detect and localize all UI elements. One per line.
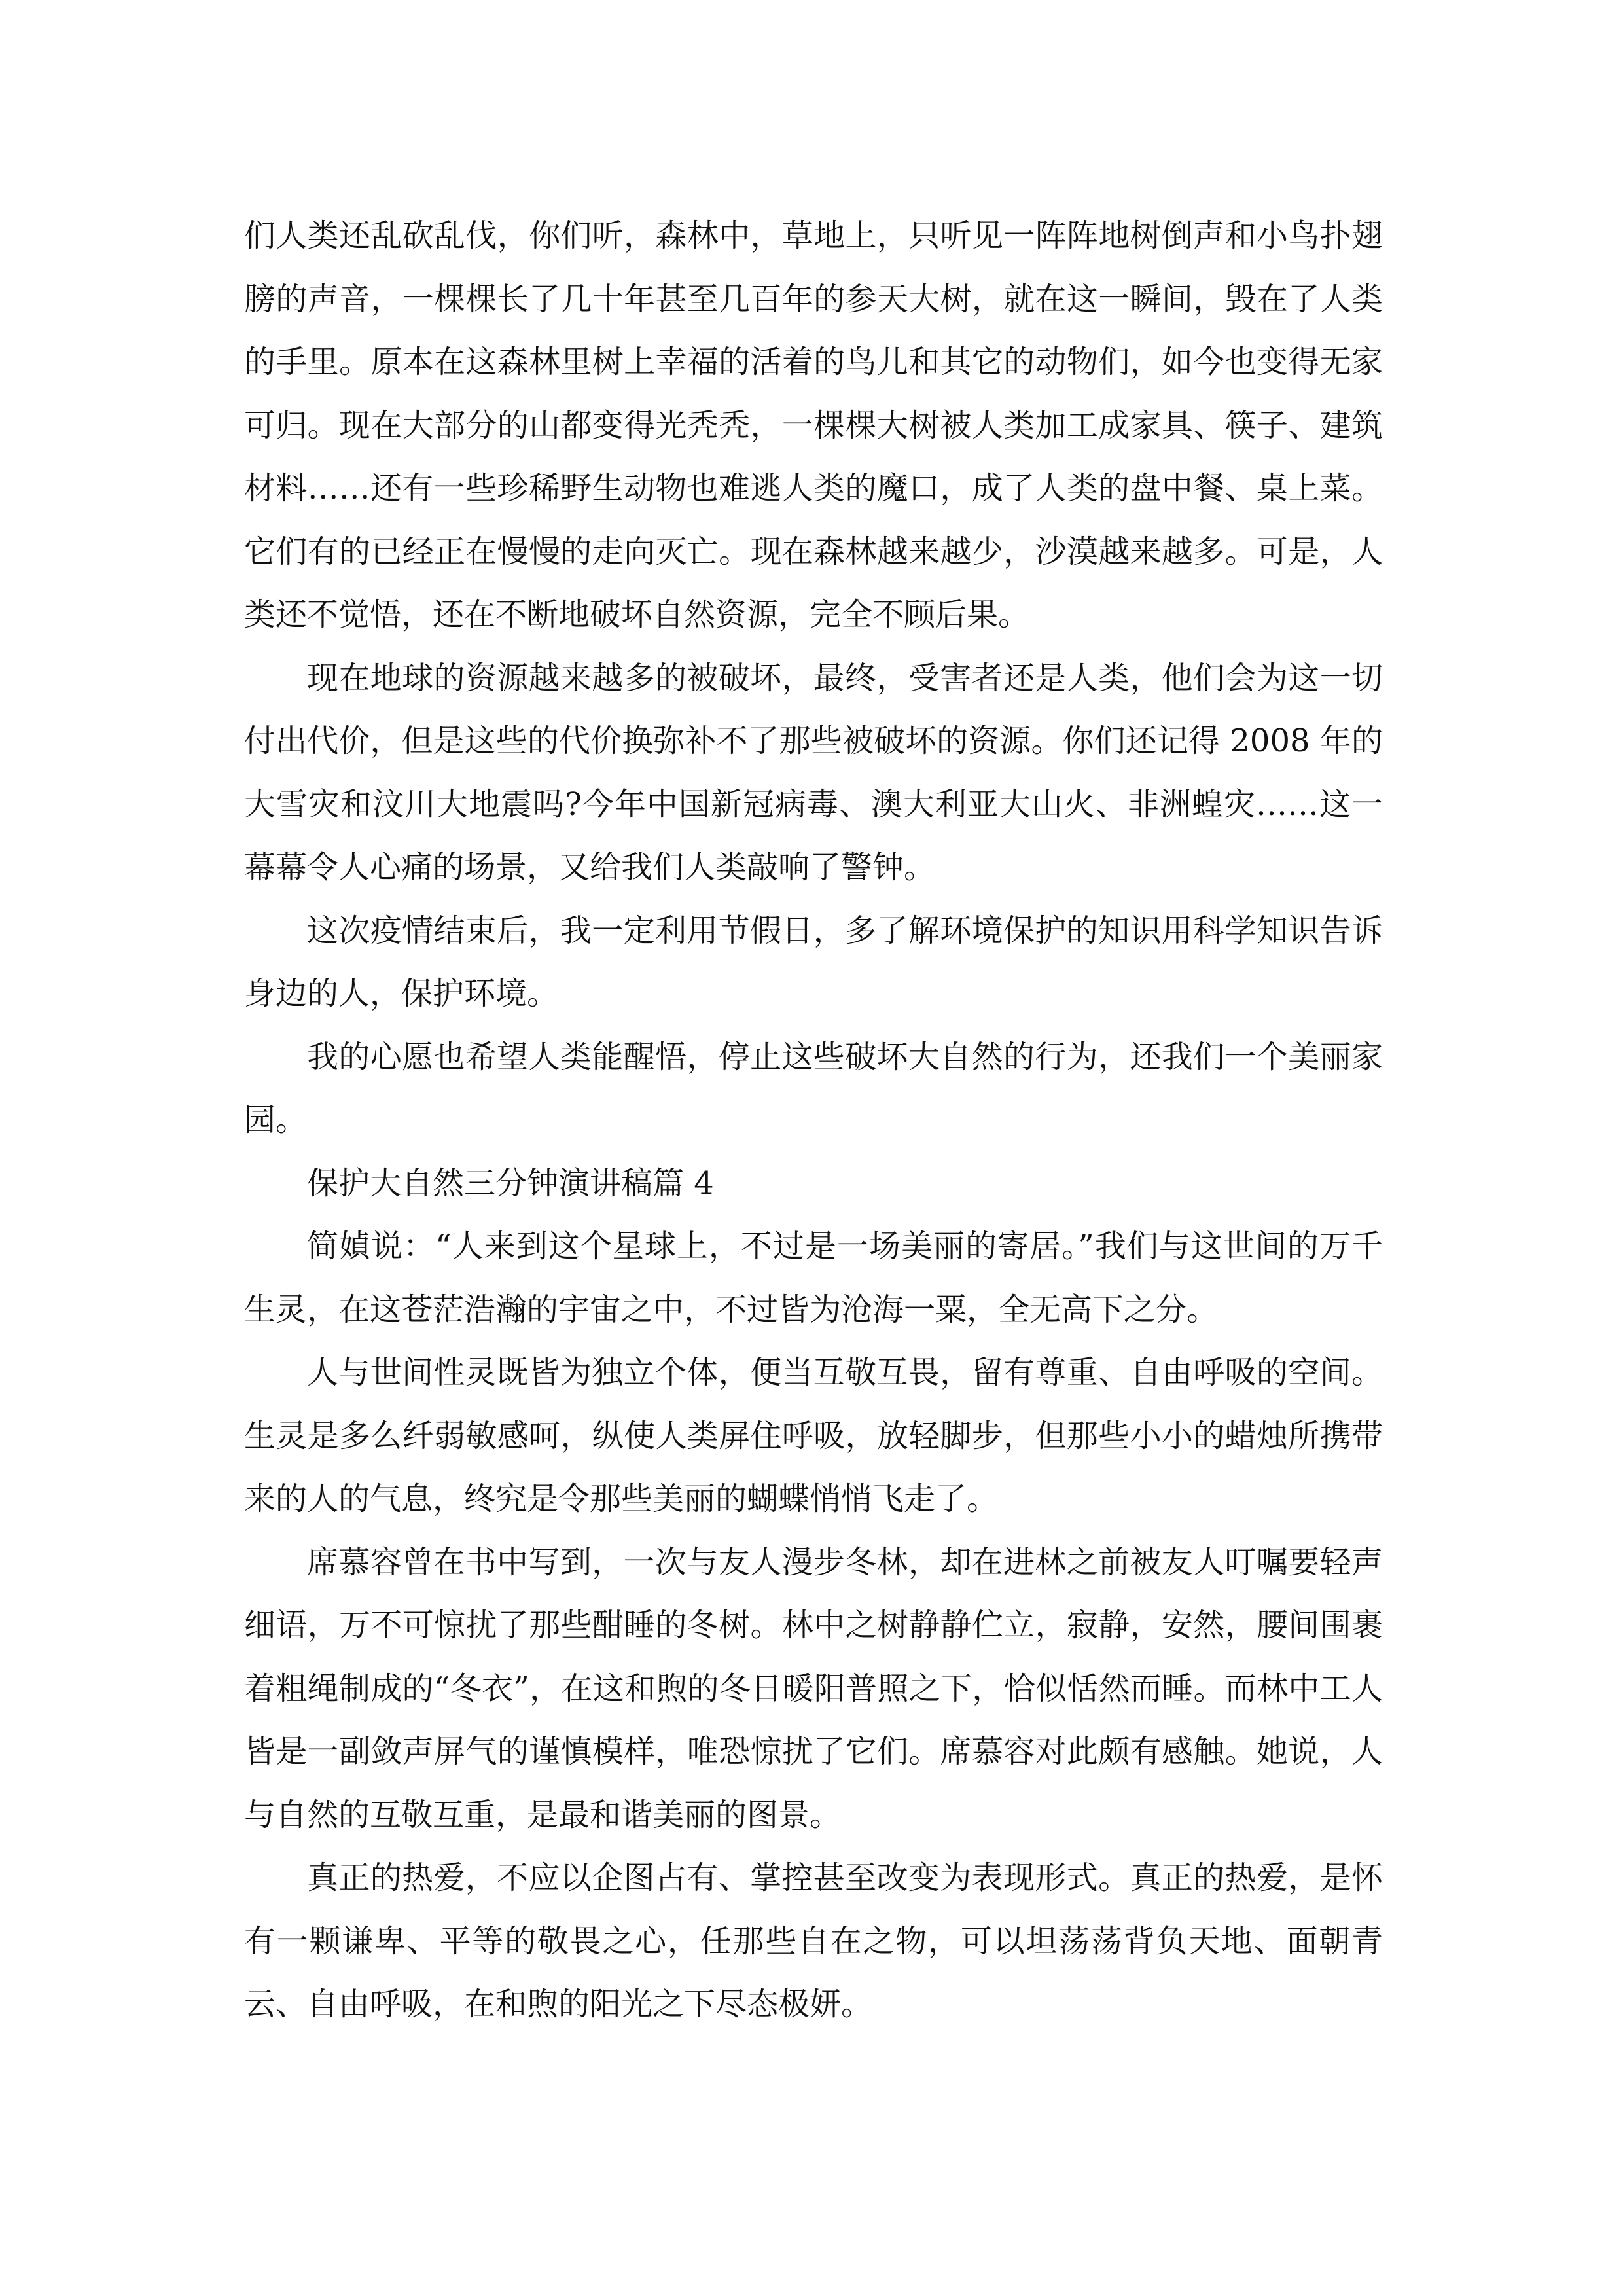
section-heading: 保护大自然三分钟演讲稿篇 4 [307,1164,714,1202]
paragraph: 席慕容曾在书中写到，一次与友人漫步冬林，却在进林之前被友人叮嘱要轻声细语，万不可惊扰了那些酣睡的冬树。林中之树静静伫立，寂静，安然，腰间围裹着粗绳制成的“冬衣”，在这和煦的冬日暖阳普照之下，恰似恬然而睡。而林中工人皆是一副敛声屏气的谨慎模样，唯恐惊扰了它们。席慕容对此颇有感触。她说，人与自然的互敬互重，是最和谐美丽的图景。 [244,1543,1383,1833]
paragraph: 我的心愿也希望人类能醒悟，停止这些破坏大自然的行为，还我们一个美丽家园。 [244,1038,1383,1138]
paragraph: 这次疫情结束后，我一定利用节假日，多了解环境保护的知识用科学知识告诉身边的人，保护环境。 [244,912,1383,1012]
paragraph: 简媜说：“人来到这个星球上，不过是一场美丽的寄居。”我们与这世间的万千生灵，在这苍茫浩瀚的宇宙之中，不过皆为沧海一粟，全无高下之分。 [244,1228,1383,1328]
paragraph-continuation: 们人类还乱砍乱伐，你们听，森林中，草地上，只听见一阵阵地树倒声和小鸟扑翅膀的声音，一棵棵长了几十年甚至几百年的参天大树，就在这一瞬间，毁在了人类的手里。原本在这森林里树上幸福的活着的鸟儿和其它的动物们，如今也变得无家可归。现在大部分的山都变得光秃秃，一棵棵大树被人类加工成家具、筷子、建筑材料……还有一些珍稀野生动物也难逃人类的魔口，成了人类的盘中餐、桌上菜。它们有的已经正在慢慢的走向灭亡。现在森林越来越少，沙漠越来越多。可是，人类还不觉悟，还在不断地破坏自然资源，完全不顾后果。 [244,217,1383,633]
paragraph: 人与世间性灵既皆为独立个体，便当互敬互畏，留有尊重、自由呼吸的空间。生灵是多么纤弱敏感呵，纵使人类屏住呼吸，放轻脚步，但那些小小的蜡烛所携带来的人的气息，终究是令那些美丽的蝴蝶悄悄飞走了。 [244,1354,1383,1517]
paragraph: 真正的热爱，不应以企图占有、掌控甚至改变为表现形式。真正的热爱，是怀有一颗谦卑、平等的敬畏之心，任那些自在之物，可以坦荡荡背负天地、面朝青云、自由呼吸，在和煦的阳光之下尽态极妍。 [244,1859,1383,2022]
paragraph: 现在地球的资源越来越多的被破坏，最终，受害者还是人类，他们会为这一切付出代价，但是这些的代价换弥补不了那些被破坏的资源。你们还记得 2008 年的大雪灾和汶川大地震吗?今年中国新冠病毒、澳大利亚大山火、非洲蝗灾……这一幕幕令人心痛的场景，又给我们人类敲响了警钟。 [244,659,1383,886]
document-body [244,204,1383,2036]
